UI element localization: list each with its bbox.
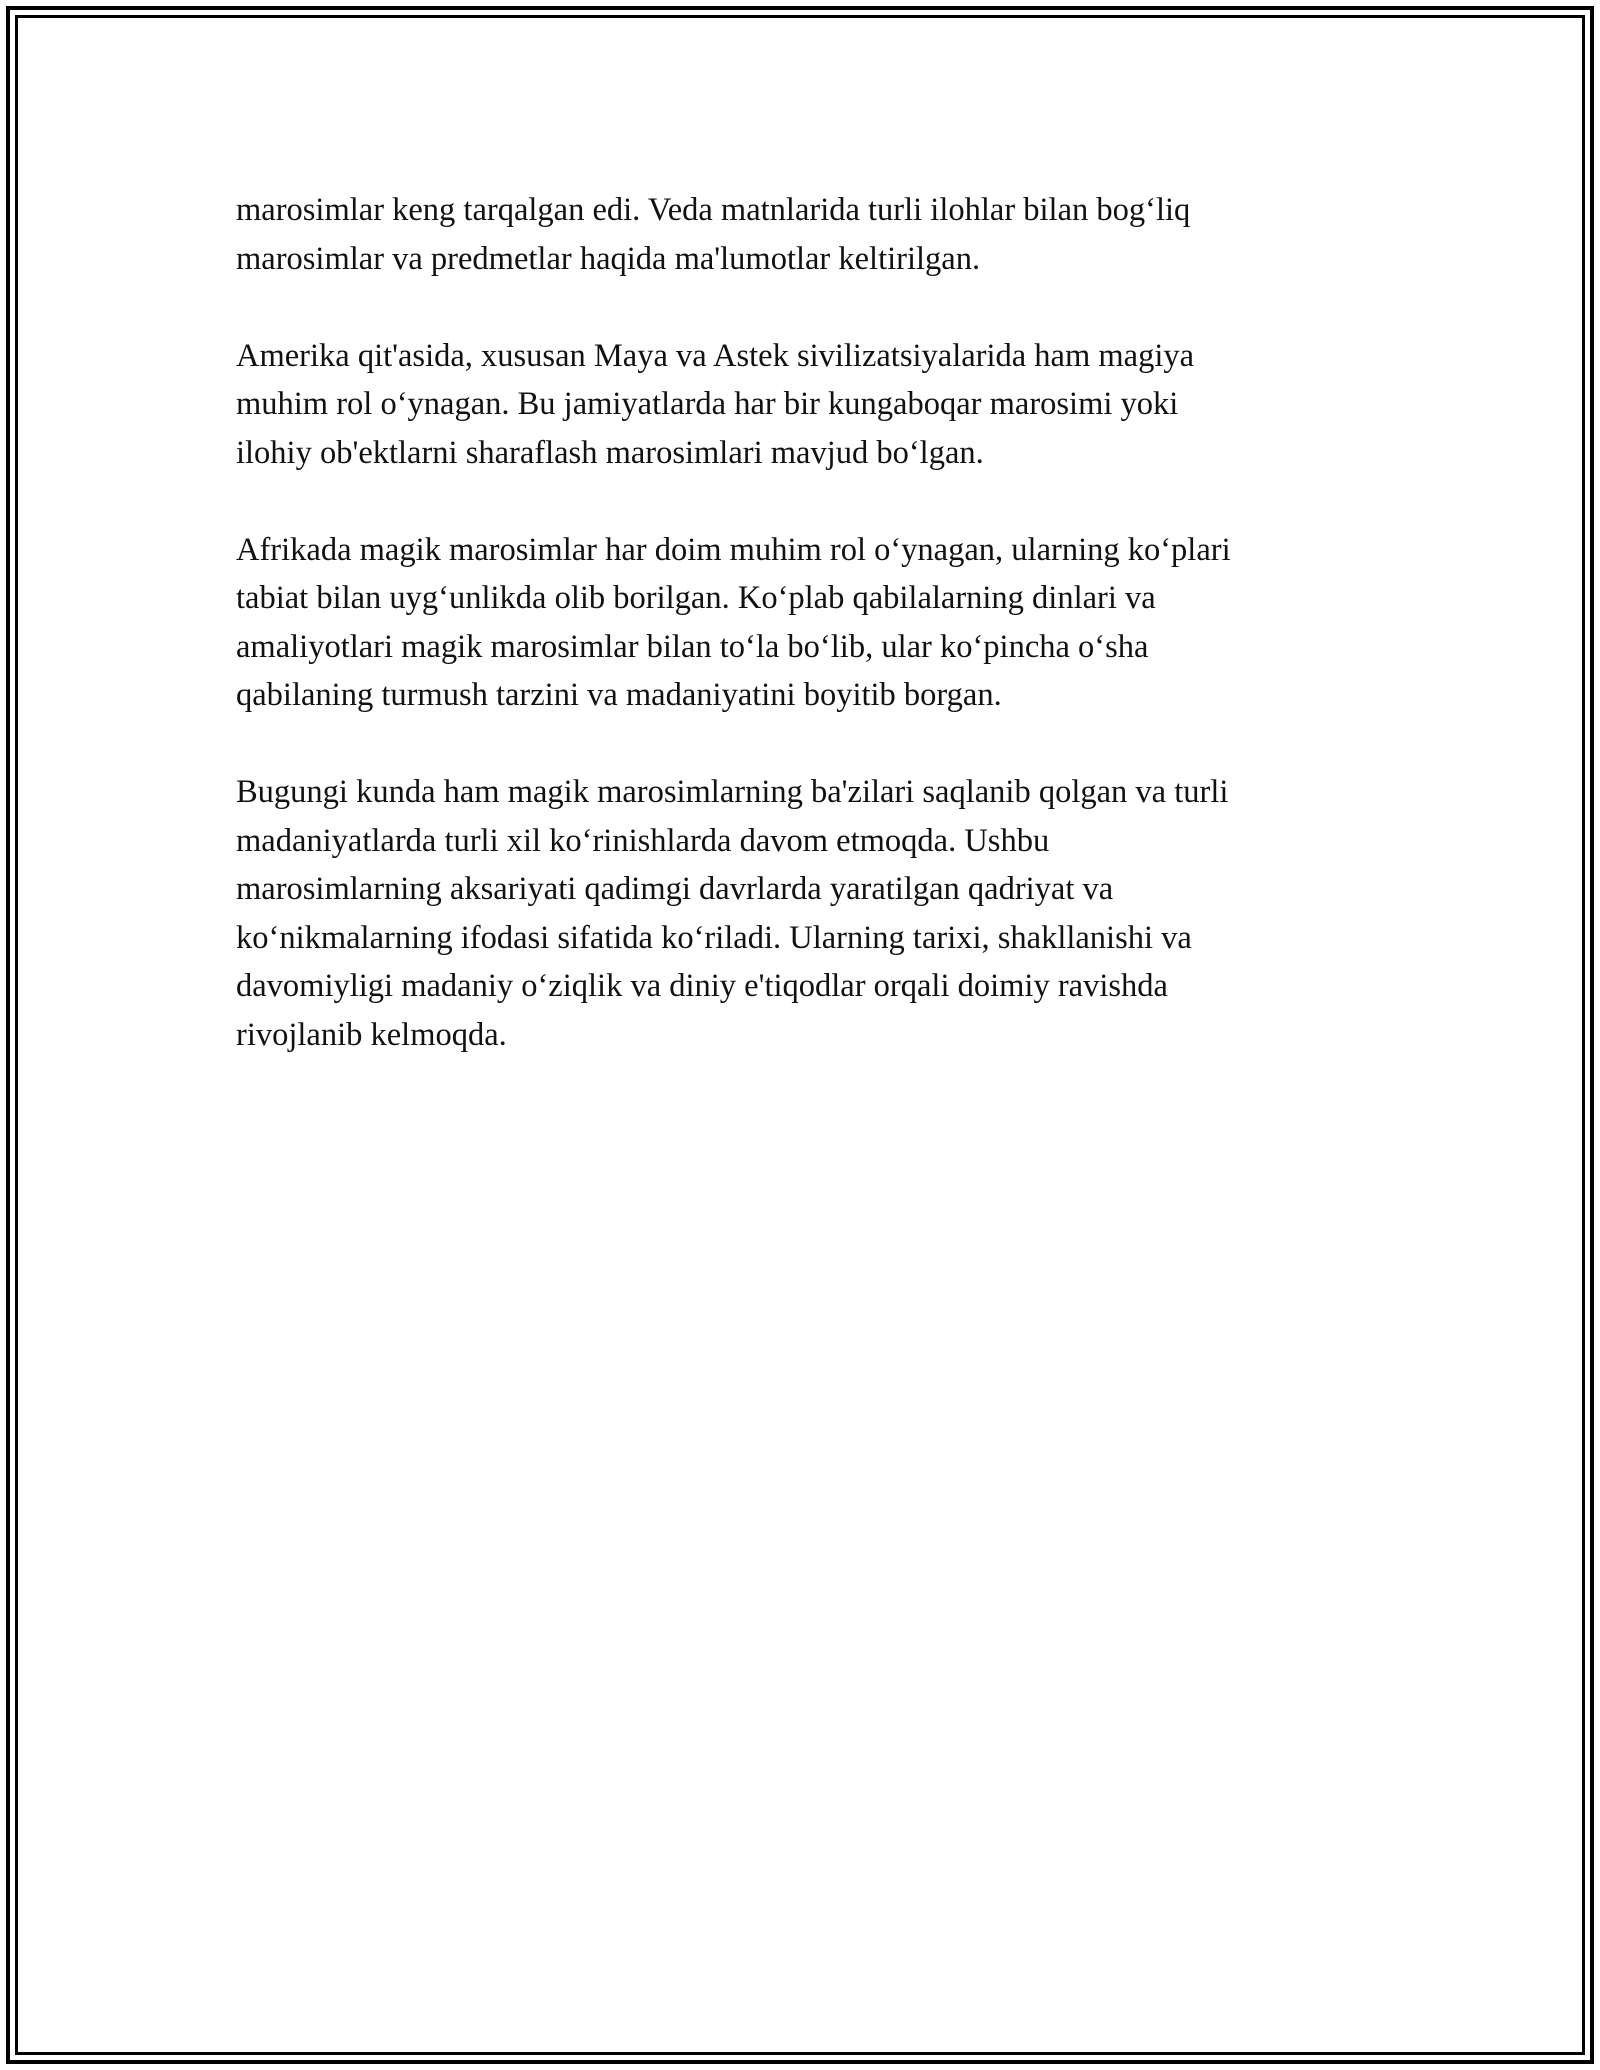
paragraph-vedic-rituals: marosimlar keng tarqalgan edi. Veda matnlarida turli ilohlar bilan bog‘liq marosimlar va predmetlar haqida ma'lumotlar keltirilgan. [236,192,1191,277]
document-body [236,186,1386,1108]
paragraph-modern-rituals: Bugungi kunda ham magik marosimlarning ba'zilari saqlanib qolgan va turli madaniyatlarda turli xil ko‘rinishlarda davom etmoqda. Ushbu marosimlarning aksariyati qadimgi davrlarda yaratilgan qadriyat va ko‘nikmalarning ifodasi sifatida ko‘riladi. Ularning tarixi, shakllanishi va davomiyligi madaniy o‘ziqlik va diniy e'tiqodlar orqali doimiy ravishda rivojlanib kelmoqda. [236,774,1229,1053]
paragraph-africa-rituals: Afrikada magik marosimlar har doim muhim rol o‘ynagan, ularning ko‘plari tabiat bilan uyg‘unlikda olib borilgan. Ko‘plab qabilalarning dinlari va amaliyotlari magik marosimlar bilan to‘la bo‘lib, ular ko‘pincha o‘sha qabilaning turmush tarzini va madaniyatini boyitib borgan. [236,531,1231,713]
paragraph-americas-maya-aztec: Amerika qit'asida, xususan Maya va Astek sivilizatsiyalarida ham magiya muhim rol o‘ynagan. Bu jamiyatlarda har bir kungaboqar marosimi yoki ilohiy ob'ektlarni sharaflash marosimlari mavjud bo‘lgan. [236,337,1195,471]
